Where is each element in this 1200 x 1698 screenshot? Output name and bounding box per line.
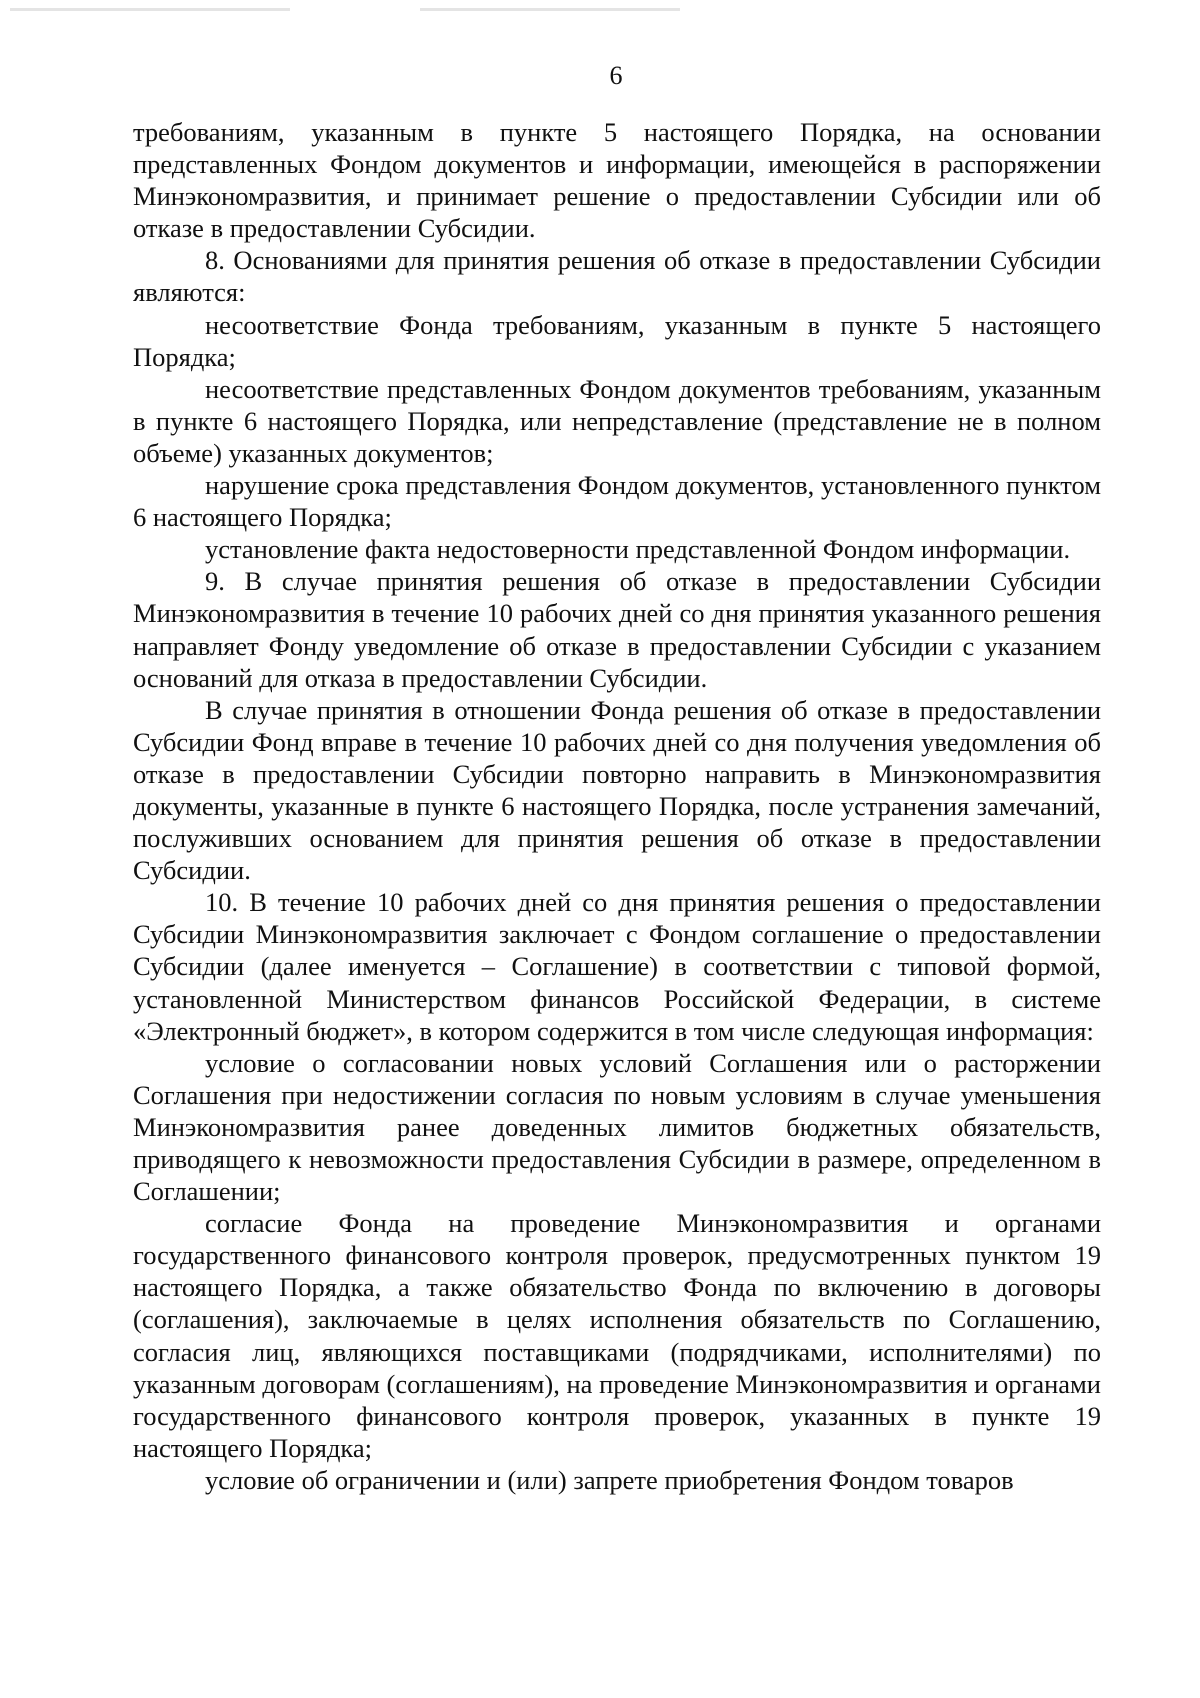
paragraph-cont-7: требованиям, указанным в пункте 5 настоящего Порядка, на основании представленных Фондом документов и информации, имеющейся в распоряжении Минэкономразвития, и принимает решение о предоставлении Субсидии или об отказе в предоставлении Субсидии. [133,117,1101,244]
scan-artifact [420,8,680,11]
paragraph-p10-b: согласие Фонда на проведение Минэкономразвития и органами государственного финансового контроля проверок, предусмотренных пунктом 19 настоящего Порядка, а также обязательство Фонда по включению в договоры (соглашения), заключаемые в целях исполнения обязательств по Соглашению, согласия лиц, являющихся поставщиками (подрядчиками, исполнителями) по указанным договорам (соглашениям), на проведение Минэкономразвития и органами государственного финансового контроля проверок, указанных в пункте 19 настоящего Порядка; [133,1208,1101,1463]
paragraph-p9: 9. В случае принятия решения об отказе в предоставлении Субсидии Минэкономразвития в течение 10 рабочих дней со дня принятия указанного решения направляет Фонду уведомление об отказе в предоставлении Субсидии с указанием оснований для отказа в предоставлении Субсидии. [133,566,1101,693]
paragraph-p8-b: несоответствие представленных Фондом документов требованиям, указанным в пункте 6 настоящего Порядка, или непредставление (представление не в полном объеме) указанных документов; [133,373,1101,468]
paragraph-p10-a: условие о согласовании новых условий Соглашения или о расторжении Соглашения при недостижении согласия по новым условиям в случае уменьшения Минэкономразвития ранее доведенных лимитов бюджетных обязательств, приводящего к невозможности предоставления Субсидии в размере, определенном в Соглашении; [133,1047,1101,1207]
page-number: 6 [609,61,623,90]
scan-artifact [10,8,290,11]
paragraph-p10: 10. В течение 10 рабочих дней со дня принятия решения о предоставлении Субсидии Минэкономразвития заключает с Фондом соглашение о предоставлении Субсидии (далее именуется – Соглашение) в соответствии с типовой формой, установленной Министерством финансов Российской Федерации, в системе «Электронный бюджет», в котором содержится в том числе следующая информация: [133,887,1101,1046]
paragraph-p8-d: установление факта недостоверности представленной Фондом информации. [205,534,1071,565]
paragraph-p8: 8. Основаниями для принятия решения об отказе в предоставлении Субсидии являются: [133,245,1101,308]
paragraph-p9-b: В случае принятия в отношении Фонда решения об отказе в предоставлении Субсидии Фонд вправе в течение 10 рабочих дней со дня получения уведомления об отказе в предоставлении Субсидии повторно направить в Минэкономразвития документы, указанные в пункте 6 настоящего Порядка, после устранения замечаний, послуживших основанием для принятия решения об отказе в предоставлении Субсидии. [133,694,1101,886]
document-body [133,116,1101,1496]
paragraph-p8-a: несоответствие Фонда требованиям, указанным в пункте 5 настоящего Порядка; [133,309,1101,372]
paragraph-p10-c: условие об ограничении и (или) запрете приобретения Фондом товаров [205,1464,1014,1495]
paragraph-p8-c: нарушение срока представления Фондом документов, установленного пунктом 6 настоящего Порядка; [133,470,1101,533]
